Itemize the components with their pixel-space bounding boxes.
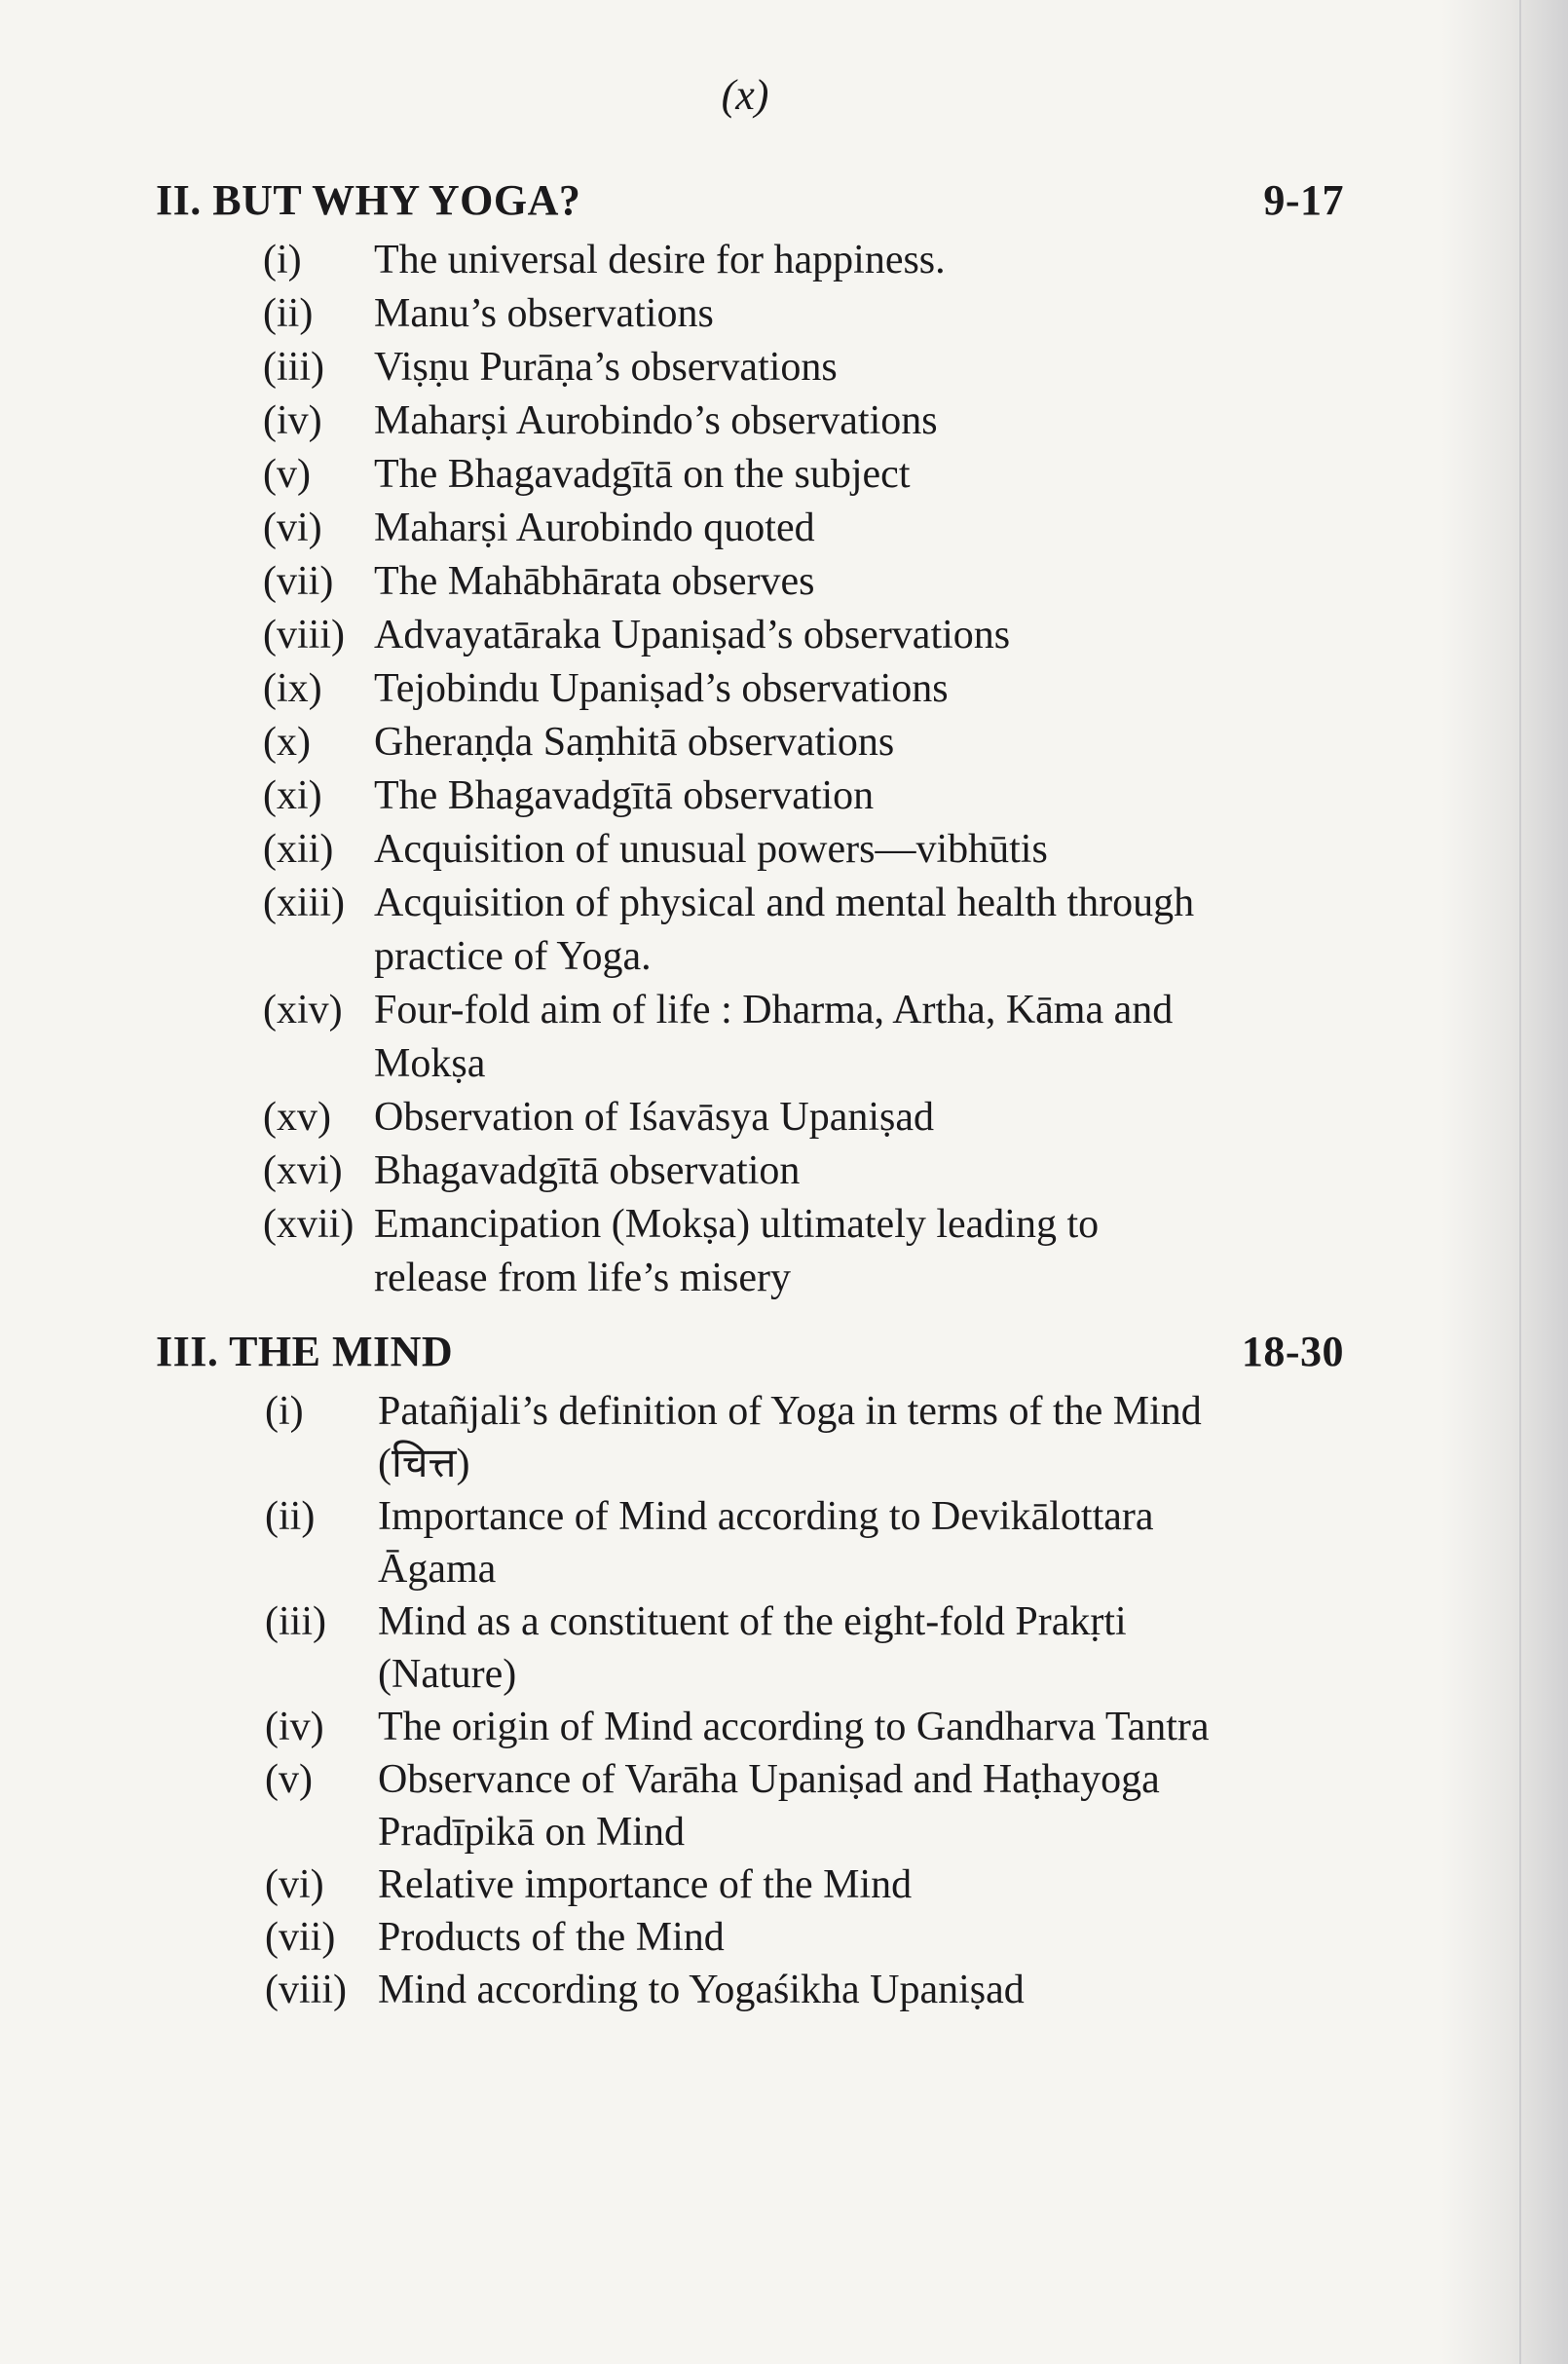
toc-entry (156, 555, 1344, 609)
entry-text: Viṣṇu Purāṇa’s observations (374, 345, 838, 390)
entry-number: (xvii) (263, 1202, 355, 1247)
section-heading (156, 175, 1344, 234)
entry-text: Acquisition of physical and mental health through practice of Yoga. (374, 881, 1195, 979)
toc-entry (156, 341, 1344, 394)
entry-text: Gheraṇḍa Saṃhitā observations (374, 720, 895, 765)
entry-number: (iii) (265, 1599, 326, 1644)
entry-text: Four-fold aim of life : Dharma, Artha, Kāma and Mokṣa (374, 988, 1174, 1086)
entry-number: (xvi) (263, 1148, 343, 1193)
toc-entry (156, 1144, 1344, 1198)
toc-entry (156, 1595, 1344, 1701)
page-edge-line (1519, 0, 1521, 2364)
toc-entry (156, 769, 1344, 823)
toc-entry (156, 234, 1344, 287)
section-the-mind (156, 1327, 1344, 2016)
entry-text: Advayatāraka Upaniṣad’s observations (374, 613, 1011, 657)
toc-entry (156, 1198, 1344, 1305)
section-title: III. THE MIND (156, 1328, 454, 1375)
entry-number: (v) (263, 452, 311, 497)
section-title: II. BUT WHY YOGA? (156, 176, 581, 224)
entry-text: The Bhagavadgītā observation (374, 773, 875, 818)
entry-number: (xiii) (263, 881, 345, 925)
toc-entry (156, 502, 1344, 555)
entry-number: (iii) (263, 345, 324, 390)
entry-text: Importance of Mind according to Devikālottara Āgama (378, 1494, 1154, 1592)
entry-number: (i) (265, 1389, 304, 1434)
entry-number: (viii) (263, 613, 345, 657)
entry-number: (vii) (265, 1915, 336, 1960)
entry-text: Products of the Mind (378, 1915, 725, 1960)
entry-text: The origin of Mind according to Gandharva Tantra (378, 1705, 1210, 1749)
entry-number: (xii) (263, 827, 334, 872)
entry-text: Mind as a constituent of the eight-fold Prakṛti (Nature) (378, 1599, 1127, 1697)
entry-text: The universal desire for happiness. (374, 238, 946, 282)
entry-number: (ii) (263, 291, 314, 336)
toc-entry (156, 394, 1344, 448)
section-but-why-yoga (156, 175, 1344, 1305)
entry-number: (xi) (263, 773, 322, 818)
page-folio: (x) (721, 71, 769, 119)
entry-text: Mind according to Yogaśikha Upaniṣad (378, 1968, 1025, 2012)
section-page-range: 9-17 (1263, 176, 1344, 224)
toc-entry (156, 1911, 1344, 1964)
entry-text: The Bhagavadgītā on the subject (374, 452, 911, 497)
entry-text: Maharṣi Aurobindo’s observations (374, 398, 938, 443)
entry-number: (vii) (263, 559, 334, 604)
toc-entry (156, 1964, 1344, 2016)
toc-entry (156, 984, 1344, 1091)
page-edge-shading (1441, 0, 1568, 2364)
entry-text: Tejobindu Upaniṣad’s observations (374, 666, 949, 711)
entry-number: (ix) (263, 666, 322, 711)
toc-entry (156, 1490, 1344, 1595)
toc-entry-list (156, 1385, 1344, 2016)
toc-entry (156, 1091, 1344, 1144)
entry-number: (xv) (263, 1095, 331, 1140)
toc-entry (156, 1385, 1344, 1490)
entry-number: (iv) (265, 1705, 324, 1749)
toc-entry (156, 823, 1344, 877)
toc-entry (156, 609, 1344, 662)
entry-text: Bhagavadgītā observation (374, 1148, 801, 1193)
toc-entry (156, 1753, 1344, 1858)
entry-number: (iv) (263, 398, 322, 443)
section-heading (156, 1327, 1344, 1385)
entry-text: Manu’s observations (374, 291, 714, 336)
entry-text: Emancipation (Mokṣa) ultimately leading to release from life’s misery (374, 1202, 1100, 1300)
entry-number: (v) (265, 1757, 313, 1802)
toc-entry (156, 877, 1344, 984)
entry-number: (xiv) (263, 988, 343, 1032)
toc-entry-list (156, 234, 1344, 1305)
entry-number: (vi) (263, 506, 322, 550)
entry-text: Observance of Varāha Upaniṣad and Haṭhayoga Pradīpikā on Mind (378, 1757, 1160, 1855)
toc-entry (156, 448, 1344, 502)
toc-entry (156, 662, 1344, 716)
section-page-range: 18-30 (1241, 1328, 1344, 1375)
entry-number: (i) (263, 238, 302, 282)
entry-number: (ii) (265, 1494, 316, 1539)
entry-text: Patañjali’s definition of Yoga in terms of the Mind (चित्त) (378, 1389, 1202, 1486)
entry-text: Observation of Iśavāsya Upaniṣad (374, 1095, 934, 1140)
entry-text: Maharṣi Aurobindo quoted (374, 506, 815, 550)
entry-text: Acquisition of unusual powers—vibhūtis (374, 827, 1048, 872)
entry-number: (viii) (265, 1968, 347, 2012)
entry-number: (x) (263, 720, 311, 765)
entry-text: Relative importance of the Mind (378, 1862, 913, 1907)
entry-number: (vi) (265, 1862, 324, 1907)
toc-entry (156, 1858, 1344, 1911)
toc-entry (156, 287, 1344, 341)
entry-text: The Mahābhārata observes (374, 559, 815, 604)
toc-entry (156, 1701, 1344, 1753)
toc-entry (156, 716, 1344, 769)
